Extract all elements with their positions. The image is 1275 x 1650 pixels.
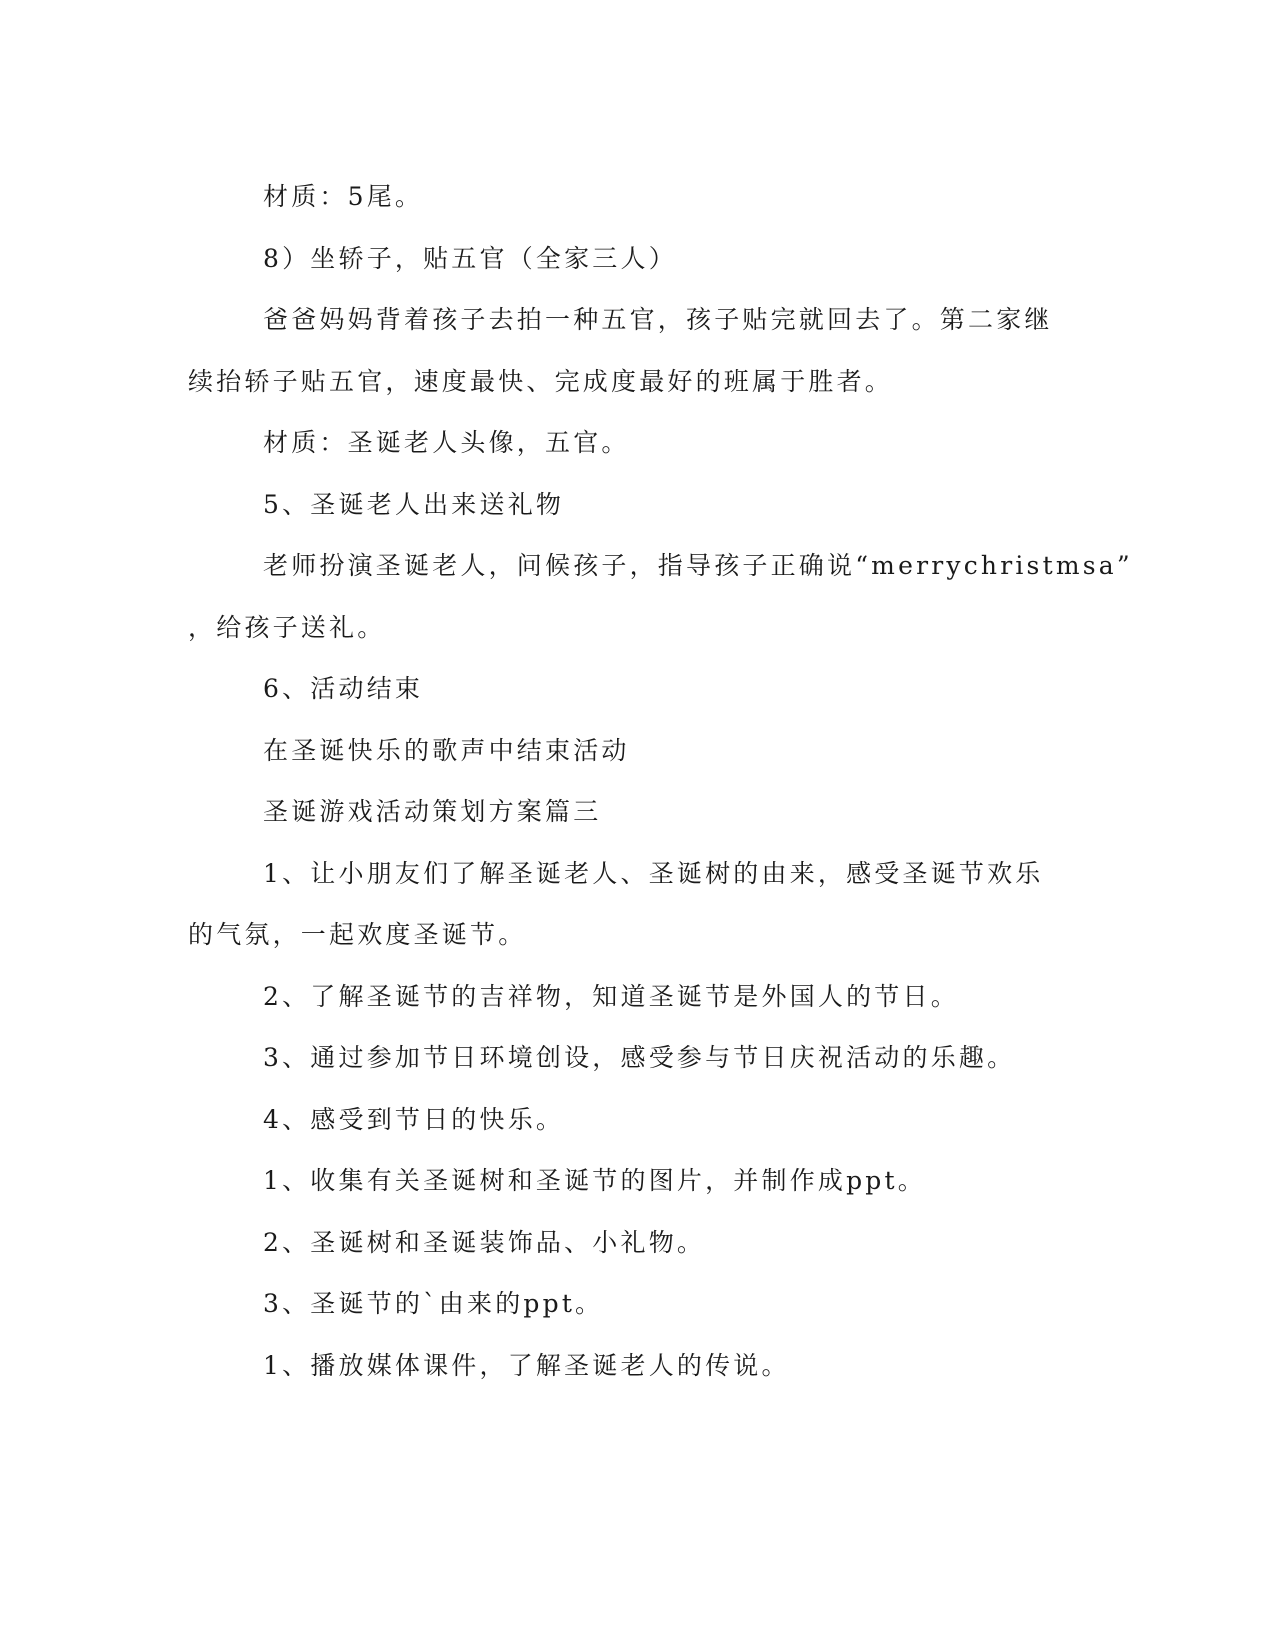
paragraph-goal-3: 3、通过参加节日环境创设，感受参与节日庆祝活动的乐趣。 (263, 1043, 1016, 1072)
document-body (188, 166, 1133, 1396)
paragraph-goal-4: 4、感受到节日的快乐。 (263, 1104, 565, 1134)
paragraph-sedan-desc-line1: 爸爸妈妈背着孩子去拍一种五官，孩子贴完就回去了。第二家继 (263, 305, 1053, 334)
paragraph-santa-gifts-title: 5、圣诞老人出来送礼物 (263, 489, 565, 519)
paragraph-material-tail: 材质：5尾。 (263, 182, 424, 211)
paragraph-prep-2: 2、圣诞树和圣诞装饰品、小礼物。 (263, 1227, 706, 1257)
paragraph-goal-1-line2: 的气氛，一起欢度圣诞节。 (188, 920, 527, 949)
paragraph-activity-end-desc: 在圣诞快乐的歌声中结束活动 (263, 735, 630, 765)
paragraph-process-1: 1、播放媒体课件，了解圣诞老人的传说。 (263, 1350, 790, 1380)
section-heading-plan-three: 圣诞游戏活动策划方案篇三 (263, 797, 602, 826)
paragraph-prep-3: 3、圣诞节的`由来的ppt。 (263, 1289, 604, 1318)
paragraph-material-santa: 材质：圣诞老人头像，五官。 (263, 428, 630, 457)
paragraph-sedan-title: 8）坐轿子，贴五官（全家三人） (263, 243, 677, 273)
paragraph-prep-1: 1、收集有关圣诞树和圣诞节的图片，并制作成ppt。 (263, 1166, 926, 1195)
paragraph-santa-gifts-line2: ，给孩子送礼。 (188, 612, 386, 642)
paragraph-santa-gifts-line1: 老师扮演圣诞老人，问候孩子，指导孩子正确说“merrychristmsa” (263, 551, 1133, 580)
paragraph-goal-1-line1: 1、让小朋友们了解圣诞老人、圣诞树的由来，感受圣诞节欢乐 (263, 858, 1044, 888)
paragraph-activity-end-title: 6、活动结束 (263, 674, 424, 703)
paragraph-sedan-desc-line2: 续抬轿子贴五官，速度最快、完成度最好的班属于胜者。 (188, 366, 894, 396)
paragraph-goal-2: 2、了解圣诞节的吉祥物，知道圣诞节是外国人的节日。 (263, 981, 959, 1011)
